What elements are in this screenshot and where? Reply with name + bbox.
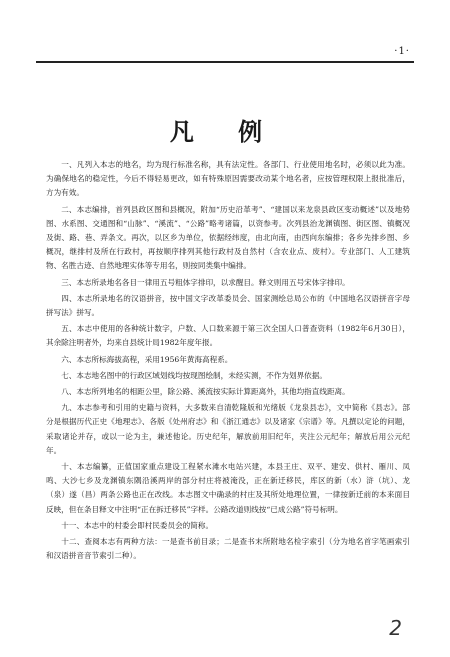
guideline-7: 七、本志地名图中的行政区域划线均按现图绘制，未经实测，不作为划界依据。 [61, 370, 327, 380]
guideline-6: 六、本志所标海拔高程，采用1956年黄海高程系。 [61, 354, 233, 364]
guideline-1: 一、凡列入本志的地名，均为现行标准名称，具有法定性。各部门、行业使用地名时，必须以此为准。为确保地名的稳定性，今后不得轻易更改，如有特殊原因需要改动某个地名者，应按管理权限上报批准后，方为有效。 [46, 160, 410, 198]
guideline-8: 八、本志所列地名的相距公里，除公路、溪流按实际计算距离外，其他均指直线距离。 [61, 387, 350, 397]
guideline-4: 四、本志所录地名的汉语拼音，按中国文字改革委员会、国家测绘总局公布的《中国地名汉语拼音字母拼写法》拼写。 [46, 293, 410, 318]
guideline-5: 五、本志中使用的各种统计数字，户数、人口数来源于第三次全国人口普查资料（1982年6月30日），其余除注明者外，均来自县统计局1982年度年报。 [46, 324, 410, 348]
guideline-12: 十二、查阅本志有两种方法：一是查书前目录；二是查书末所附地名检字索引（分为地名首字笔画索引和汉语拼音音节索引二种）。 [46, 537, 410, 561]
guideline-2: 二、本志编排，首列县政区图和县概况，附加“历史沿革考”、“建国以来龙泉县政区变动概述”以及地势图、水系图、交通图和“山脉”、“溪流”、“公路”略考诸篇，以资参考。次列县治龙渊镇图、街区图、镇概况及街、路、巷、弄条文。再次，以区乡为单位，依据经纬度，由北向南，由西向东编排；各乡先排乡图、乡概况，继排村及所在行政村，再按顺序排列其他行政村及自然村（含农业点、废村）。专业部门、人工建筑物、名胜古迹、自然地理实体等专用名，则按同类集中编排。 [46, 204, 410, 271]
handwritten-page-mark: 2 [389, 616, 402, 640]
header-rule [36, 61, 414, 63]
guidelines-body [46, 158, 410, 565]
guideline-10: 十、本志编纂，正值国家重点建设工程紧水滩水电站兴建，本县王庄、双平、建安、供村、雁川、凤鸣、大沙七乡及龙渊镇东隅沿溪两岸的部分村庄将被淹没，正在新迁移民，库区的新（水）浒（坑）、龙（泉）遂（昌）两条公路也正在改线。本志图文中确录的村庄及其所处地理位置，一律按新迁前的本来面目反映，但在条目释文中注明“正在拆迁移民”字样。公路改道则线按“已成公路”符号标明。 [46, 462, 410, 514]
guideline-9: 九、本志参考和引用的史籍与资料，大多数来自清乾隆版和光绪版《龙泉县志》，文中简称《县志》。部分是根据历代正史《地理志》、各版《处州府志》和《浙江通志》以及诸家《宗谱》等。凡撰以定论的问题，采取诸论并存，或以一论为主，兼述他论。历史纪年，解放前用旧纪年，夹注公元纪年；解放后用公元纪年。 [46, 403, 410, 455]
guideline-11: 十一、本志中的村委会即村民委员会的简称。 [61, 520, 214, 530]
page-title: 凡 例 [169, 117, 281, 146]
page-number: ·1· [394, 46, 410, 57]
guideline-3: 三、本志所录地名各目一律用五号粗体字排印，以求醒目。释文则用五号宋体字排印。 [61, 277, 350, 287]
